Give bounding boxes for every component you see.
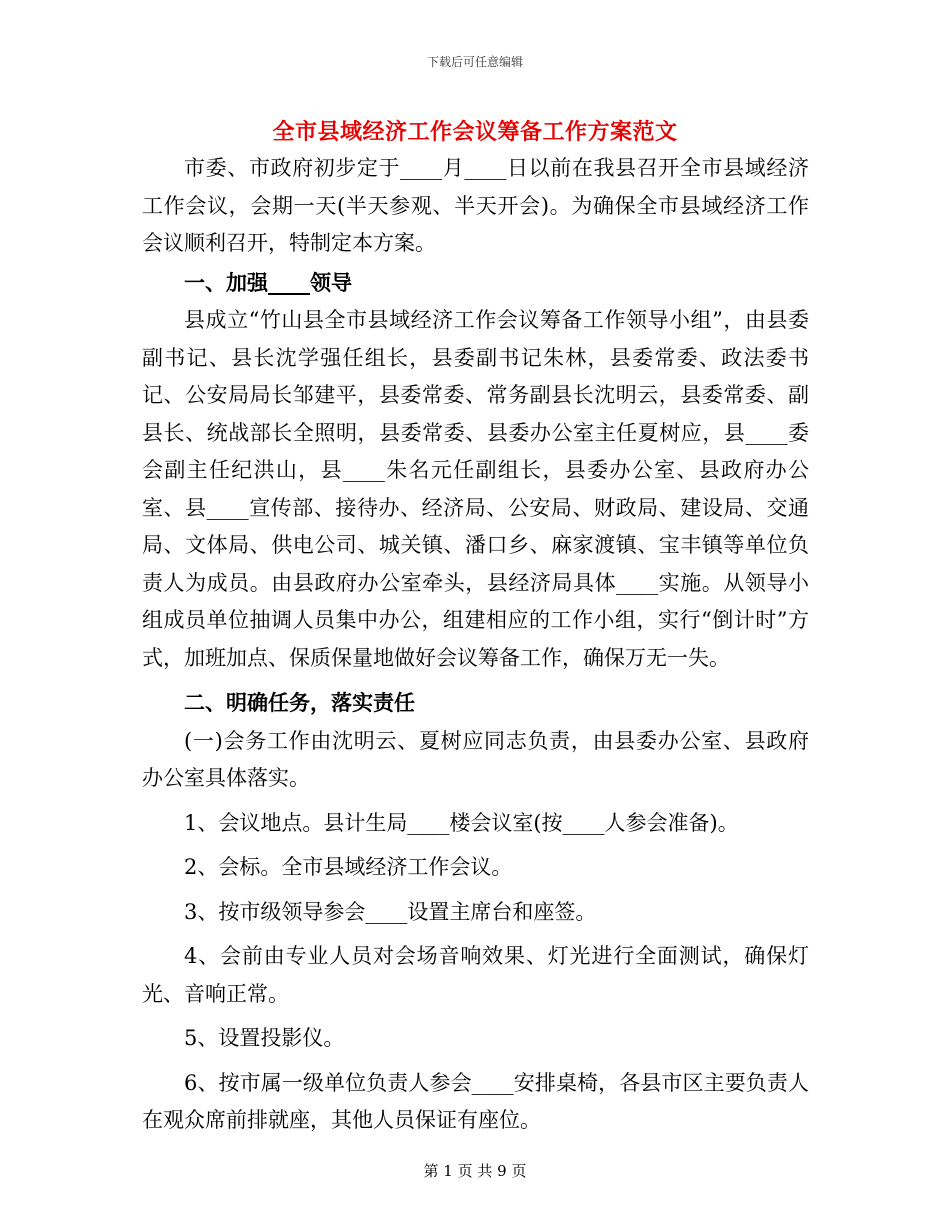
list-item-1: 1、会议地点。县计生局____楼会议室(按____人参会准备)。 — [184, 810, 739, 835]
document-body — [142, 150, 809, 1140]
list-item-3: 3、按市级领导参会____设置主席台和座签。 — [184, 899, 597, 924]
section-heading-2: 二、明确任务，落实责任 — [184, 690, 415, 715]
section-1-paragraph: 县成立“竹山县全市县域经济工作会议筹备工作领导小组”，由县委副书记、县长沈学强任组长，县委副书记朱林，县委常委、政法委书记、公安局局长邹建平，县委常委、常务副县长沈明云，县委常委、副县长、统战部长全照明，县委常委、县委办公室主任夏树应，县____委会副主任纪洪山，县____朱名元任副组长，县委办公室、县政府办公室、县____宣传部、接待办、经济局、公安局、财政局、建设局、交通局、文体局、供电公司、城关镇、潘口乡、麻家渡镇、宝丰镇等单位负责人为成员。由县政府办公室牵头，县经济局具体____实施。从领导小组成员单位抽调人员集中办公，组建相应的工作小组，实行“倒计时”方式，加班加点、保质保量地做好会议筹备工作，确保万无一失。 — [142, 308, 809, 670]
list-item-2: 2、会标。全市县域经济工作会议。 — [184, 855, 513, 879]
document-title: 全市县域经济工作会议筹备工作方案范文 — [272, 119, 678, 145]
subsection-1-paragraph: (一)会务工作由沈明云、夏树应同志负责，由县委办公室、县政府办公室具体落实。 — [142, 728, 809, 790]
list-item-4: 4、会前由专业人员对会场音响效果、灯光进行全面测试，确保灯光、音响正常。 — [142, 944, 809, 1006]
section-heading-1: 一、加强____领导 — [184, 269, 352, 295]
intro-paragraph: 市委、市政府初步定于____月____日以前在我县召开全市县域经济工作会议，会期一天(半天参观、半天开会)。为确保全市县域经济工作会议顺利召开，特制定本方案。 — [142, 156, 809, 255]
page-footer: 第 1 页 共 9 页 — [423, 1162, 527, 1180]
list-item-6: 6、按市属一级单位负责人参会____安排桌椅，各县市区主要负责人在观众席前排就座，其他人员保证有座位。 — [142, 1070, 809, 1132]
list-item-5: 5、设置投影仪。 — [184, 1026, 345, 1050]
header-note: 下载后可任意编辑 — [426, 55, 523, 69]
